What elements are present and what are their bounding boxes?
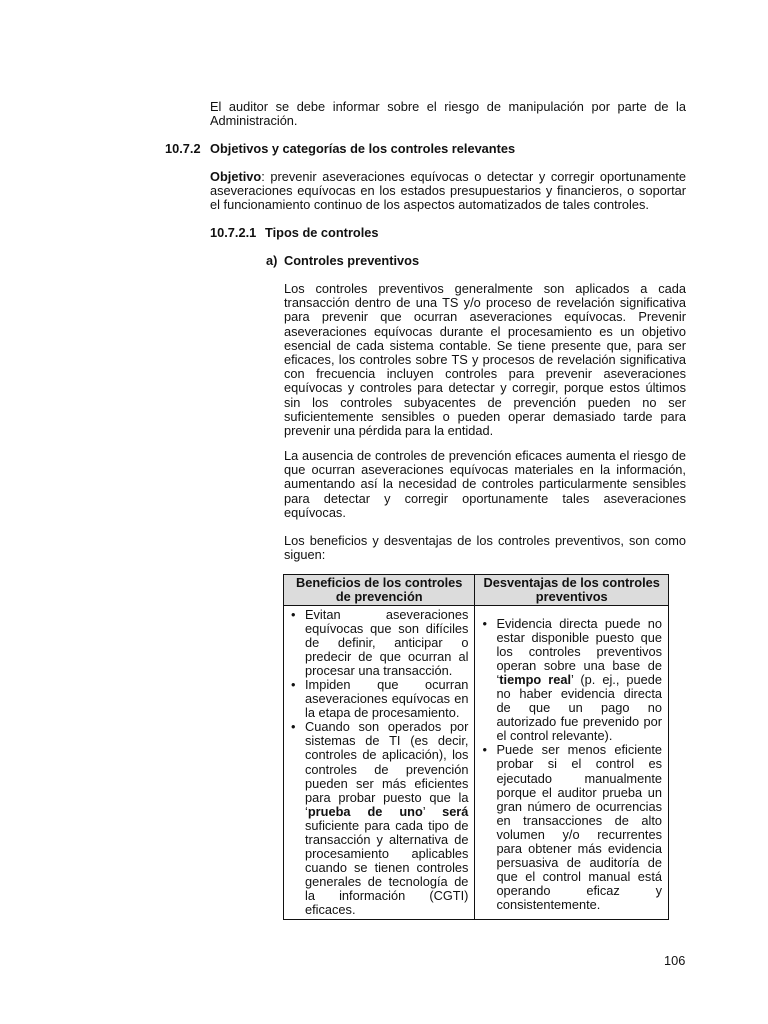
objective-paragraph [210, 170, 686, 213]
benefits-list [287, 608, 468, 917]
subsection-heading [210, 226, 379, 240]
disadvantage-item [478, 617, 662, 743]
paragraph-2: La ausencia de controles de prevención eficaces aumenta el riesgo de que ocurran aseveraciones equívocas materiales en la información, aumentando así la necesidad de controles particularmente sensibles para detectar y corregir oportunamente tales aseveraciones equívocas. [284, 448, 686, 520]
objective-label: Objetivo [210, 169, 262, 184]
disadvantage-item-text: Puede ser menos eficiente probar si el control es ejecutado manualmente porque el auditor prueba un gran número de ocurrencias en transacciones de alto volumen y/o recurrentes para obtener más evidencia persuasiva de auditoría de que el control manual está operando eficaz y consistentemente. [496, 742, 662, 912]
item-heading [266, 254, 419, 268]
objective-text: : prevenir aseveraciones equívocas o detectar y corregir oportunamente aseveraciones equívocas en los estados presupuestarios y financieros, o soportar el funcionamiento continuo de los aspectos automatizados de tales controles. [210, 169, 686, 213]
benefit-item-text: suficiente para cada tipo de transacción y alternativa de procesamiento aplicables cuando se tienen controles generales de tecnología de la información (CGTI) eficaces. [305, 817, 469, 917]
benefit-item-text: Cuando son operados por sistemas de TI (es decir, controles de aplicación), los controles de prevención pueden ser más eficientes para probar puesto que la ‘ [305, 719, 469, 819]
intro-paragraph: El auditor se debe informar sobre el riesgo de manipulación por parte de la Administración. [210, 99, 686, 129]
disadvantages-list [478, 617, 662, 912]
benefit-item-text: Evitan aseveraciones equívocas que son difíciles de definir, anticipar o predecir de que ocurran al procesar una transacción. [305, 607, 469, 679]
section-number: 10.7.2 [165, 141, 201, 156]
disadvantage-item [478, 743, 662, 912]
disadvantages-cell [475, 606, 669, 920]
item-letter: a) [266, 253, 278, 268]
disadvantage-item-text: ’ (p. ej., puede no haber evidencia directa de que un pago no autorizado fue prevenido por el control relevante). [496, 672, 662, 744]
benefit-item-text: prueba de uno [307, 803, 423, 819]
benefit-item [287, 720, 468, 917]
disadvantage-item-text: Evidencia directa puede no estar disponible puesto que los controles preventivos operan sobre una base de ‘ [496, 616, 662, 688]
section-title: Objetivos y categorías de los controles relevantes [210, 141, 516, 156]
benefit-item-text: Impiden que ocurran aseveraciones equívocas en la etapa de procesamiento. [305, 677, 469, 721]
benefits-cell [284, 606, 475, 920]
item-title: Controles preventivos [284, 253, 420, 268]
subsection-number: 10.7.2.1 [210, 225, 257, 240]
benefit-item-text: será [442, 803, 469, 819]
benefit-item [287, 608, 468, 678]
table-body-row [284, 606, 669, 920]
table-header-row [284, 575, 669, 606]
benefits-header: Beneficios de los controles de prevención [284, 575, 475, 606]
paragraph-1: Los controles preventivos generalmente son aplicados a cada transacción dentro de una TS y/o proceso de revelación significativa para prevenir que ocurran aseveraciones equívocas. Prevenir aseveraciones equívocas durante el procesamiento es un objetivo esencial de cada sistema contable. Se tiene presente que, para ser eficaces, los controles sobre TS y procesos de revelación significativa con frecuencia incluyen controles para prevenir aseveraciones equívocas y controles para detectar y corregir, porque estos últimos sin los controles subyacentes de prevención pueden no ser suficientemente sensibles o pueden operar demasiado tarde para prevenir una pérdida para la entidad. [284, 281, 686, 439]
paragraph-3: Los beneficios y desventajas de los controles preventivos, son como siguen: [284, 533, 686, 563]
subsection-title: Tipos de controles [265, 225, 379, 240]
page-number: 106 [664, 953, 686, 968]
comparison-table [283, 574, 669, 920]
disadvantage-item-text: tiempo real [499, 672, 572, 688]
section-heading [165, 142, 515, 156]
disadvantages-header: Desventajas de los controles preventivos [475, 575, 669, 606]
benefit-item [287, 678, 468, 720]
benefit-item-text: ’ [422, 803, 443, 819]
